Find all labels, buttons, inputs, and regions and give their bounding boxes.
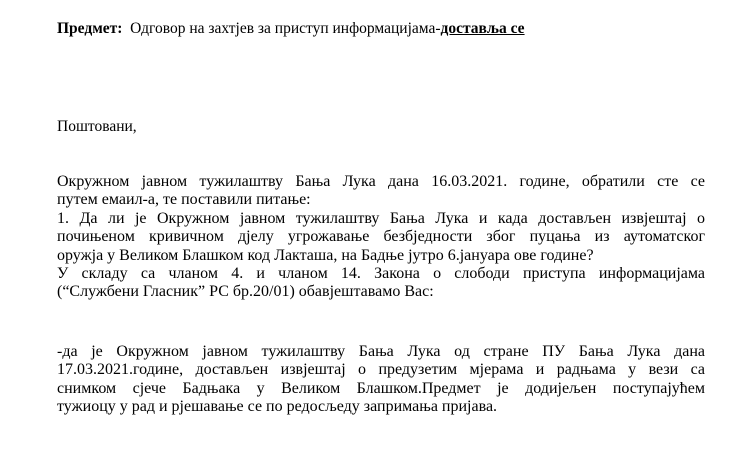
subject-text: Одговор на захтјев за приступ информацијама- bbox=[130, 20, 441, 37]
paragraph-line: -да је Окружном јавном тужилаштву Бања Лука од стране ПУ Бања Лука дана bbox=[57, 343, 705, 360]
paragraph-line: путем емаил-а, те поставили питање: bbox=[57, 191, 311, 209]
subject-label: Предмет: bbox=[57, 20, 123, 37]
paragraph-line: снимком сјече Бадњака у Великом Блашком.Предмет је додијељен поступајућем bbox=[57, 379, 705, 397]
paragraph-line: (“Службени Гласник” РС бр.20/01) обавјештавамо Вас: bbox=[57, 283, 434, 301]
paragraph-line: почињеном кривичном дјелу угрожавање безбједности због пуцања из аутоматског bbox=[57, 228, 705, 246]
subject-action: достављa се bbox=[440, 20, 525, 37]
paragraph-line: 1. Да ли је Окружном јавном тужилаштву Бања Лука и када достављен извјештај о bbox=[57, 209, 705, 227]
paragraph-line: У складу са чланом 4. и чланом 14. Закона о слободи приступа информацијама bbox=[57, 265, 705, 283]
paragraph-line: 17.03.2021.године, достављен извјештај о предузетим мјерама и радњама у вези са bbox=[57, 361, 705, 379]
subject-line bbox=[57, 20, 525, 38]
paragraph-line: оружја у Великом Блашком код Лакташа, на Бадње јутро 6.јануара ове године? bbox=[57, 246, 594, 264]
paragraph-question bbox=[57, 173, 705, 302]
paragraph-answer bbox=[57, 343, 705, 417]
paragraph-line: тужиоцу у рад и рјешавање се по редосљеду запримања пријава. bbox=[57, 398, 498, 416]
paragraph-line: Окружном јавном тужилаштву Бања Лука дана 16.03.2021. године, обратили сте се bbox=[57, 173, 705, 190]
greeting: Поштовани, bbox=[57, 118, 137, 135]
